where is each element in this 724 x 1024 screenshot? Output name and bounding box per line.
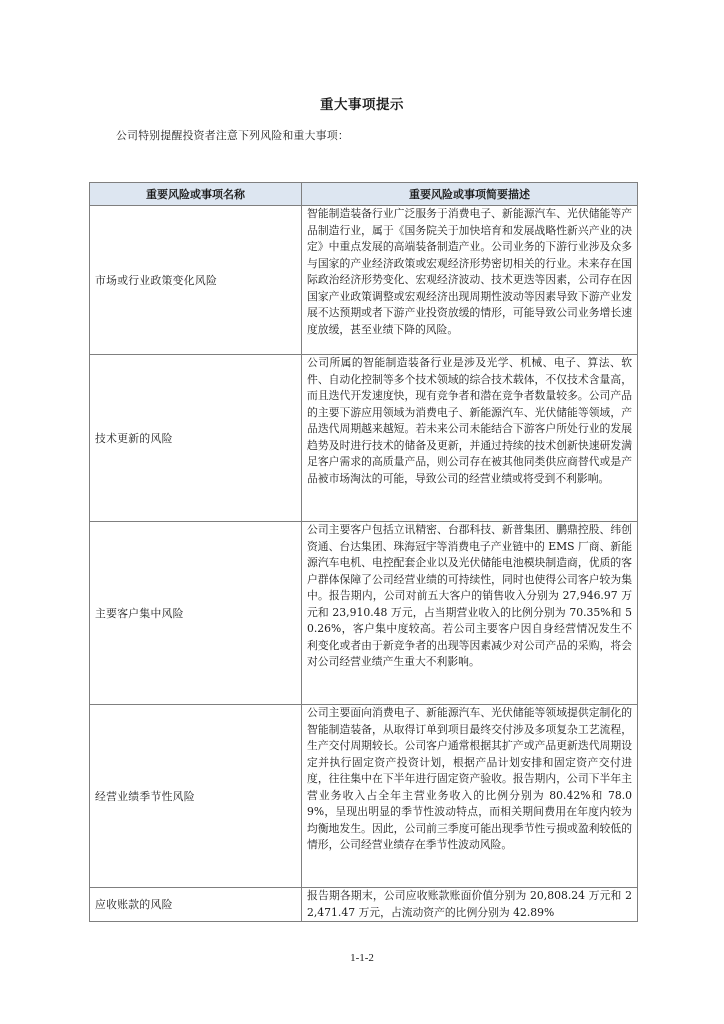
header-risk-name: 重要风险或事项名称 — [90, 183, 302, 206]
risk-table — [89, 182, 638, 922]
page-title: 重大事项提示 — [320, 97, 404, 113]
table-row — [90, 522, 638, 705]
risk-name: 经营业绩季节性风险 — [90, 705, 302, 888]
table-header-row — [90, 183, 638, 206]
risk-name: 技术更新的风险 — [90, 355, 302, 522]
risk-description: 报告期各期末，公司应收账款账面价值分别为 20,808.24 万元和 22,471.47 万元，占流动资产的比例分别为 42.89% — [302, 888, 638, 922]
intro-text: 公司特别提醒投资者注意下列风险和重大事项： — [116, 129, 350, 142]
risk-description: 公司主要面向消费电子、新能源汽车、光伏储能等领域提供定制化的智能制造装备，从取得订单到项目最终交付涉及多项复杂工艺流程，生产交付周期较长。公司客户通常根据其扩产或产品更新迭代周期设定并执行固定资产投资计划，根据产品计划安排和固定资产交付进度，往往集中在下半年进行固定资产验收。报告期内，公司下半年主营业务收入占全年主营业务收入的比例分别为 80.42%和 78.09%，呈现出明显的季节性波动特点，而相关期间费用在年度内较为均衡地发生。因此，公司前三季度可能出现季节性亏损或盈利较低的情形，公司经营业绩存在季节性波动风险。 — [302, 705, 638, 888]
risk-name: 主要客户集中风险 — [90, 522, 302, 705]
table-row — [90, 355, 638, 522]
risk-description: 公司主要客户包括立讯精密、台郡科技、新普集团、鹏鼎控股、纬创资通、台达集团、珠海冠宇等消费电子产业链中的 EMS 厂商、新能源汽车电机、电控配套企业以及光伏储能电池模块制造商，优质的客户群体保障了公司经营业绩的可持续性，同时也使得公司客户较为集中。报告期内，公司对前五大客户的销售收入分别为 27,946.97 万元和 23,910.48 万元，占当期营业收入的比例分别为 70.35%和 50.26%，客户集中度较高。若公司主要客户因自身经营情况发生不利变化或者由于新竞争者的出现等因素减少对公司产品的采购，将会对公司经营业绩产生重大不利影响。 — [302, 522, 638, 705]
risk-description: 公司所属的智能制造装备行业是涉及光学、机械、电子、算法、软件、自动化控制等多个技术领域的综合技术载体，不仅技术含量高，而且迭代开发速度快，现有竞争者和潜在竞争者数量较多。公司产品的主要下游应用领域为消费电子、新能源汽车、光伏储能等领域，产品迭代周期越来越短。若未来公司未能结合下游客户所处行业的发展趋势及时进行技术的储备及更新，并通过持续的技术创新快速研发满足客户需求的高质量产品，则公司存在被其他同类供应商替代或是产品被市场淘汰的可能，导致公司的经营业绩或将受到不利影响。 — [302, 355, 638, 522]
page-number: 1-1-2 — [350, 952, 374, 964]
table-row — [90, 888, 638, 922]
risk-name: 应收账款的风险 — [90, 888, 302, 922]
table-row — [90, 206, 638, 355]
risk-description: 智能制造装备行业广泛服务于消费电子、新能源汽车、光伏储能等产品制造行业，属于《国务院关于加快培育和发展战略性新兴产业的决定》中重点发展的高端装备制造产业。公司业务的下游行业涉及众多与国家的产业经济政策或宏观经济形势密切相关的行业。未来存在国际政治经济形势变化、宏观经济波动、技术更迭等因素，公司存在因国家产业政策调整或宏观经济出现周期性波动等因素导致下游产业发展不达预期或者下游产业投资放缓的情形，可能导致公司业务增长速度放缓，甚至业绩下降的风险。 — [302, 206, 638, 355]
header-risk-description: 重要风险或事项简要描述 — [302, 183, 638, 206]
table-row — [90, 705, 638, 888]
risk-name: 市场或行业政策变化风险 — [90, 206, 302, 355]
